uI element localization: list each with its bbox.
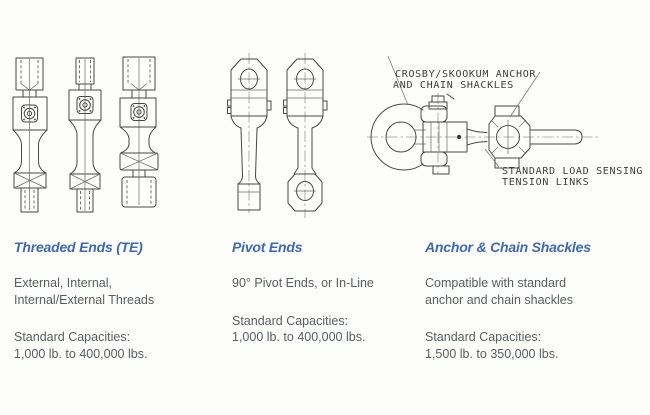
- threaded-ends-description: [14, 275, 219, 308]
- tension-label-line1: STANDARD LOAD SENSING: [502, 166, 644, 177]
- shackle-label-line1: CROSBY/SKOOKUM ANCHOR: [395, 69, 537, 80]
- threaded-link-internal-external: [13, 58, 47, 212]
- capacity-line: 1,000 lb. to 400,000 lbs.: [232, 330, 366, 344]
- tension-label-line2: TENSION LINKS: [502, 177, 590, 188]
- heading-anchor-chain-shackles: Anchor & Chain Shackles: [425, 239, 591, 255]
- capacity-line: 1,500 lb. to 350,000 lbs.: [425, 346, 559, 361]
- heading-pivot-ends: Pivot Ends: [232, 239, 303, 255]
- pivot-ends-description: [232, 275, 417, 292]
- anchor-shackles-capacities: [425, 329, 643, 362]
- heading-threaded-ends: Threaded Ends (TE): [14, 239, 143, 255]
- callout-tension-links: [485, 149, 643, 188]
- description-line: Compatible with standard: [425, 276, 567, 290]
- capacity-line: 1,000 lb. to 400,000 lbs.: [14, 346, 148, 361]
- pivot-link-side-view: [228, 53, 272, 213]
- description-line: Internal/External Threads: [14, 292, 155, 307]
- callout-anchor-chain-shackles: [388, 56, 540, 117]
- anchor-shackles-description: [425, 275, 643, 308]
- shackle-label-line2: AND CHAIN SHACKLES: [393, 80, 514, 91]
- pivot-ends-drawing: [215, 48, 340, 233]
- threaded-link-internal: [120, 57, 158, 207]
- capacity-line: Standard Capacities:: [14, 330, 131, 344]
- threaded-link-external: [69, 58, 101, 212]
- column-pivot-ends: [232, 240, 417, 346]
- description-line: 90° Pivot Ends, or In-Line: [232, 276, 374, 290]
- column-threaded-ends: [14, 240, 219, 362]
- description-line: anchor and chain shackles: [425, 292, 574, 307]
- shackle-assembly-drawing: [363, 50, 648, 195]
- threaded-ends-drawing: [8, 50, 178, 220]
- bow-shackle: [371, 93, 454, 174]
- capacity-line: Standard Capacities:: [232, 313, 349, 328]
- pivot-ends-capacities: [232, 313, 417, 346]
- threaded-ends-capacities: [14, 329, 219, 362]
- description-line: External, Internal,: [14, 276, 112, 290]
- pivot-link-double-eye: [284, 53, 328, 218]
- column-anchor-chain-shackles: [425, 240, 643, 362]
- capacity-line: Standard Capacities:: [425, 330, 542, 344]
